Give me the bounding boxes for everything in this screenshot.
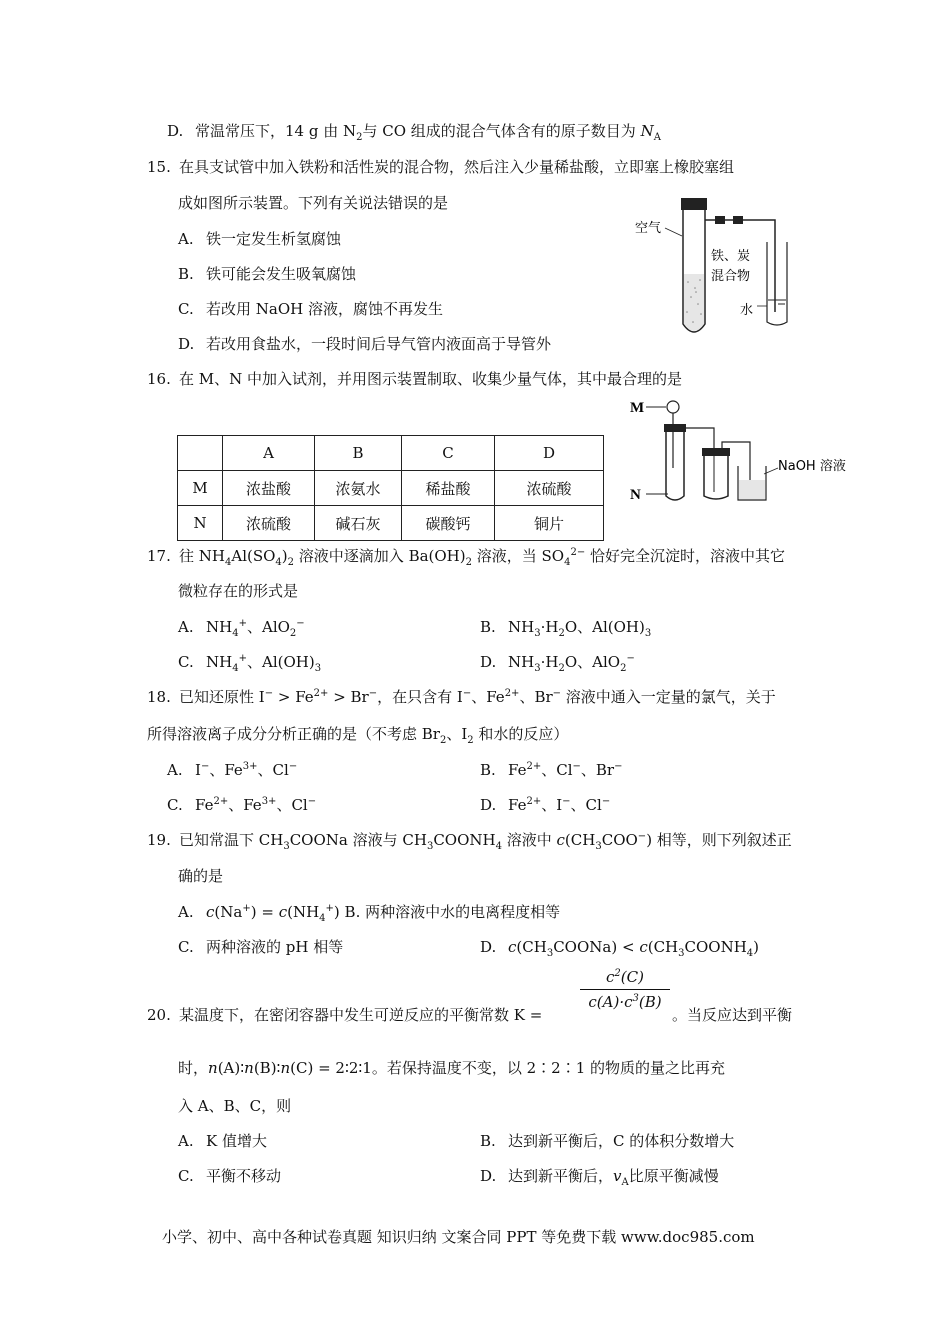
- label-m: M: [630, 400, 645, 416]
- q15-apparatus-figure: [625, 192, 815, 342]
- q14-option-d: D. 常温常压下，14 g 由 $N_2$与 CO 组成的混合气体含有的原子数目为 $N_A$: [167, 122, 661, 143]
- q20-stem: 20. 某温度下，在密闭容器中发生可逆反应的平衡常数 K =: [147, 1006, 543, 1024]
- q15-option-d: D. 若改用食盐水，一段时间后导气管内液面高于导管外: [178, 335, 552, 353]
- stopper: [681, 198, 707, 210]
- q18-option-d: D. $Fe^{2+}$、I−、Cl−: [480, 796, 611, 814]
- q16-reagent-table: [177, 435, 604, 541]
- q16-stem: 16. 在 M、N 中加入试剂，并用图示装置制取、收集少量气体，其中最合理的是: [147, 370, 683, 388]
- table-row: M 浓盐酸 浓氨水 稀盐酸 浓硫酸: [178, 471, 604, 506]
- q20-option-d: D. 达到新平衡后，$v_A$比原平衡减慢: [480, 1167, 719, 1188]
- label-mix2: 混合物: [711, 269, 751, 284]
- q20-option-a: A. K 值增大: [178, 1132, 267, 1150]
- q20-line2: 时，n(A)∶n(B)∶n(C) = 2∶2∶1。若保持温度不变，以 2∶2∶1 的物质的量之比再充: [178, 1059, 726, 1077]
- q18-stem: 18. 已知还原性 $I^- > Fe^{2+} > Br^-$，在只含有 I−、$Fe^{2+}$、Br− 溶液中通入一定量的氯气，关于: [147, 688, 776, 706]
- water-tube: [767, 242, 787, 325]
- q18-option-c: C. $Fe^{2+}$、$Fe^{3+}$、Cl−: [167, 796, 317, 814]
- q15-stem-line2: 成如图所示装置。下列有关说法错误的是: [178, 194, 449, 212]
- label-water: 水: [740, 303, 754, 318]
- mixture: [684, 274, 704, 331]
- q17-stem-line2: 微粒存在的形式是: [178, 582, 299, 600]
- q20-option-b: B. 达到新平衡后，C 的体积分数增大: [480, 1132, 735, 1150]
- q16-apparatus-figure: [628, 396, 846, 508]
- label-mix1: 铁、炭: [711, 249, 751, 264]
- label-naoh: NaOH 溶液: [778, 459, 846, 474]
- q20-stem-tail: 。当反应达到平衡: [672, 1006, 793, 1024]
- q20-option-c: C. 平衡不移动: [178, 1167, 282, 1185]
- q20-line3: 入 A、B、C，则: [178, 1097, 292, 1115]
- label-n: N: [630, 487, 641, 503]
- q19-option-d: D. $c(CH_3COONa)$ < $c(CH_3COONH_4)$: [480, 938, 760, 959]
- q19-option-c: C. 两种溶液的 pH 相等: [178, 938, 344, 956]
- q18-option-b: B. $Fe^{2+}$、Cl−、Br−: [480, 761, 623, 779]
- q18-stem-line2: 所得溶液离子成分分析正确的是（不考虑 $Br_2$、$I_2$ 和水的反应）: [147, 725, 569, 746]
- q20-k-expression: $\frac{c^2(C)}{c(A)\cdot c^3(B)}$: [580, 968, 670, 1011]
- side-arm: [705, 220, 775, 312]
- q17-option-a: A. $NH_4^+$、AlO$_2$−: [178, 618, 305, 639]
- page-footer: 小学、初中、高中各种试卷真题 知识归纳 文案合同 PPT 等免费下载 www.doc985.com: [162, 1228, 755, 1246]
- q15-option-a: A. 铁一定发生析氢腐蚀: [178, 230, 342, 248]
- funnel-tap: [667, 401, 679, 413]
- table-row: A B C D: [178, 436, 604, 471]
- table-row: N 浓硫酸 碱石灰 碳酸钙 铜片: [178, 506, 604, 541]
- label-air: 空气: [635, 221, 662, 236]
- q17-option-b: B. $NH_3\cdot H_2O$、$Al(OH)_3$: [480, 618, 652, 639]
- q15-stem: 15. 在具支试管中加入铁粉和活性炭的混合物，然后注入少量稀盐酸，立即塞上橡胶塞组: [147, 158, 735, 176]
- q15-option-b: B. 铁可能会发生吸氧腐蚀: [178, 265, 357, 283]
- q17-option-c: C. $NH_4^+$、$Al(OH)_3$: [178, 653, 322, 674]
- reaction-tube: [666, 432, 684, 500]
- q17-stem: 17. 往 $NH_4Al(SO_4)_2$ 溶液中逐滴加入 $Ba(OH)_2$ 溶液，当 $SO_4^{2-}$ 恰好完全沉淀时，溶液中其它: [147, 547, 786, 568]
- q18-option-a: A. I−、$Fe^{3+}$、Cl−: [167, 761, 298, 779]
- q19-option-a: A. $c(Na^+) = c(NH_4^+)$ B. 两种溶液中水的电离程度相等: [178, 903, 561, 924]
- q19-stem-line2: 确的是: [178, 867, 224, 885]
- q17-option-d: D. $NH_3\cdot H_2O$、AlO$_2$−: [480, 653, 635, 674]
- q19-stem: 19. 已知常温下 $CH_3COONa$ 溶液与 $CH_3COONH_4$ 溶液中 $c(CH_3COO^-)$ 相等，则下列叙述正: [147, 831, 792, 852]
- q15-option-c: C. 若改用 NaOH 溶液，腐蚀不再发生: [178, 300, 443, 318]
- collection-bottle: [704, 456, 728, 499]
